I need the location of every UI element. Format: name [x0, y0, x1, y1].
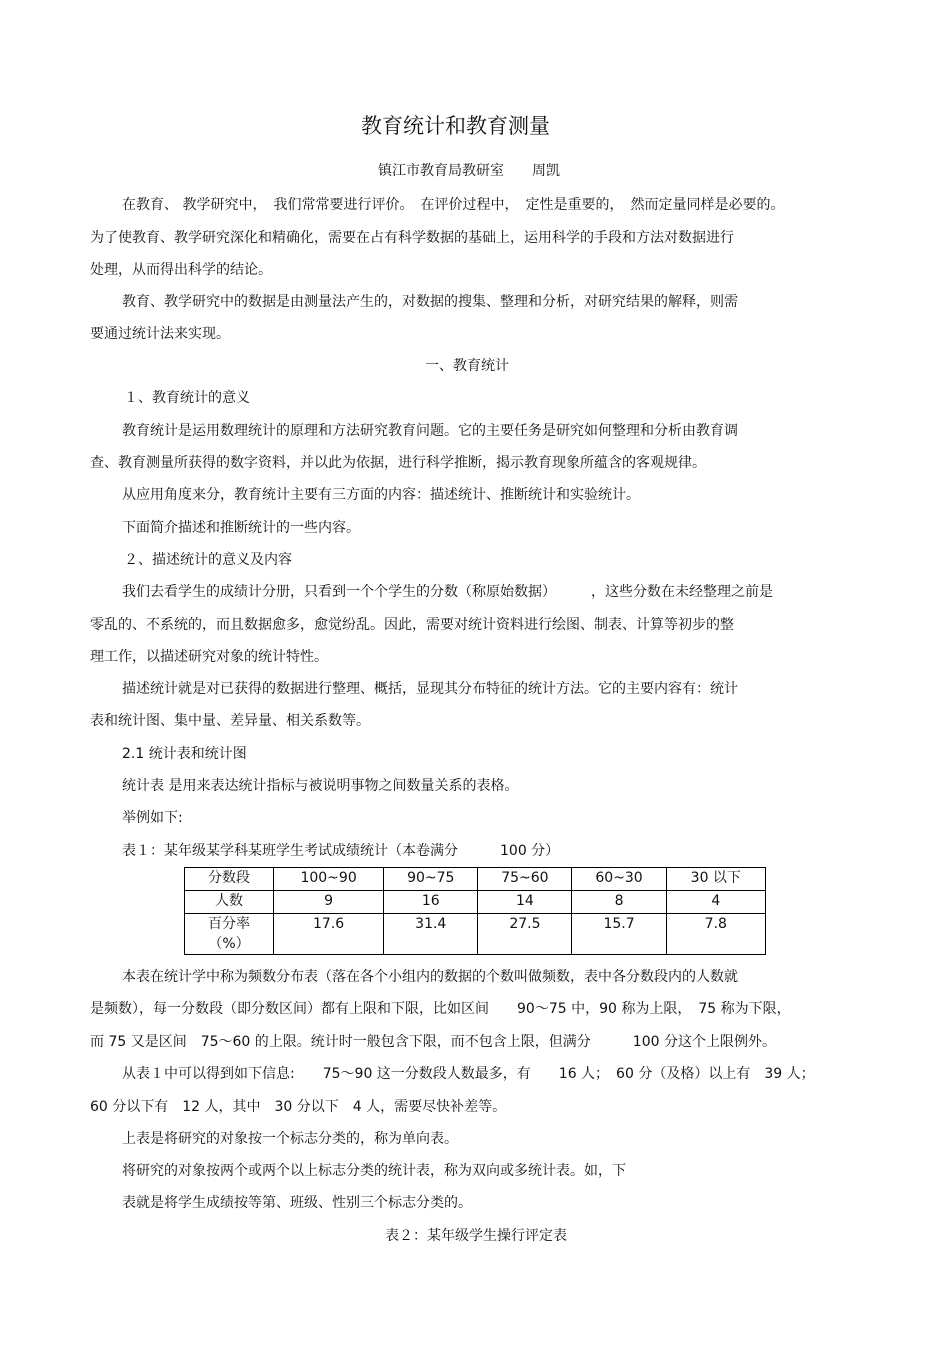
table-row [185, 891, 766, 914]
author-line: 镇江市教育局教研室 周凯 [378, 163, 560, 179]
paragraph-line: 我们去看学生的成绩计分册，只看到一个个学生的分数（称原始数据） ，这些分数在未经整理之前是 [122, 584, 773, 600]
table-cell: 4 [666, 891, 765, 914]
row-label-line: （%） [208, 936, 250, 952]
table-cell: 8 [572, 891, 666, 914]
paragraph-line: 描述统计就是对已获得的数据进行整理、概括，显现其分布特征的统计方法。它的主要内容有：统计 [122, 681, 738, 697]
paragraph-line: 是频数），每一分数段（即分数区间）都有上限和下限，比如区间 90～75 中，90 称为上限， 75 称为下限， [90, 1001, 791, 1017]
table-header-cell: 90~75 [384, 868, 478, 891]
row-label-line: 百分率 [208, 916, 250, 932]
paragraph-line: 统计表 是用来表达统计指标与被说明事物之间数量关系的表格。 [122, 778, 519, 794]
row-label-cell [185, 914, 274, 955]
row-label-cell: 人数 [185, 891, 274, 914]
table-cell: 27.5 [478, 914, 572, 955]
paragraph-line: 下面简介描述和推断统计的一些内容。 [122, 520, 360, 536]
table-row [185, 914, 766, 955]
paragraph-line: 在教育、 教学研究中， 我们常常要进行评价。 在评价过程中， 定性是重要的， 然而定量同样是必要的。 [122, 197, 785, 213]
doc-title: 教育统计和教育测量 [361, 114, 550, 138]
table-caption: 表１：某年级某学科某班学生考试成绩统计（本卷满分 100 分） [122, 843, 560, 859]
paragraph-line: 上表是将研究的对象按一个标志分类的，称为单向表。 [122, 1131, 458, 1147]
table-cell: 14 [478, 891, 572, 914]
subsection-heading: 2.1 统计表和统计图 [122, 746, 247, 762]
table-cell: 15.7 [572, 914, 666, 955]
paragraph-line: 将研究的对象按两个或两个以上标志分类的统计表，称为双向或多统计表。如，下 [122, 1163, 626, 1179]
table-cell: 16 [384, 891, 478, 914]
paragraph-line: 零乱的、不系统的，而且数据愈多，愈觉纷乱。因此，需要对统计资料进行绘图、制表、计算等初步的整 [90, 617, 734, 633]
paragraph-line: 举例如下: [122, 810, 183, 826]
table-header-cell: 75~60 [478, 868, 572, 891]
table-header-cell: 60~30 [572, 868, 666, 891]
subsection-heading: ２、描述统计的意义及内容 [124, 552, 292, 568]
paragraph-line: 从表１中可以得到如下信息: 75～90 这一分数段人数最多，有 16 人； 60 分（及格）以上有 39 人； [122, 1066, 815, 1082]
table-row [185, 868, 766, 891]
paragraph-line: 从应用角度来分，教育统计主要有三方面的内容：描述统计、推断统计和实验统计。 [122, 487, 640, 503]
paragraph-line: 表就是将学生成绩按等第、班级、性别三个标志分类的。 [122, 1195, 472, 1211]
paragraph-line: 本表在统计学中称为频数分布表（落在各个小组内的数据的个数叫做频数，表中各分数段内的人数就 [122, 969, 738, 985]
table-cell: 7.8 [666, 914, 765, 955]
subsection-heading: １、教育统计的意义 [124, 390, 250, 406]
paragraph-line: 60 分以下有 12 人，其中 30 分以下 4 人，需要尽快补差等。 [90, 1099, 507, 1115]
table-cell: 17.6 [274, 914, 384, 955]
paragraph-line: 查、教育测量所获得的数字资料，并以此为依据，进行科学推断，揭示教育现象所蕴含的客观规律。 [90, 455, 706, 471]
paragraph-line: 要通过统计法来实现。 [90, 326, 230, 342]
table-cell: 9 [274, 891, 384, 914]
table-header-cell: 30 以下 [666, 868, 765, 891]
paragraph-line: 教育、教学研究中的数据是由测量法产生的，对数据的搜集、整理和分析，对研究结果的解释，则需 [122, 294, 738, 310]
paragraph-line: 而 75 又是区间 75～60 的上限。统计时一般包含下限，而不包含上限，但满分 100 分这个上限例外。 [90, 1034, 776, 1050]
section-heading: 一、教育统计 [425, 358, 509, 374]
paragraph-line: 教育统计是运用数理统计的原理和方法研究教育问题。它的主要任务是研究如何整理和分析由教育调 [122, 423, 738, 439]
paragraph-line: 理工作，以描述研究对象的统计特性。 [90, 649, 328, 665]
paragraph-line: 表和统计图、集中量、差异量、相关系数等。 [90, 713, 370, 729]
paragraph-line: 处理，从而得出科学的结论。 [90, 262, 272, 278]
table-caption: 表２：某年级学生操行评定表 [385, 1228, 567, 1244]
paragraph-line: 为了使教育、教学研究深化和精确化，需要在占有科学数据的基础上，运用科学的手段和方法对数据进行 [90, 230, 734, 246]
table-header-cell: 分数段 [185, 868, 274, 891]
table-cell: 31.4 [384, 914, 478, 955]
score-distribution-table [184, 867, 766, 955]
table-header-cell: 100~90 [274, 868, 384, 891]
